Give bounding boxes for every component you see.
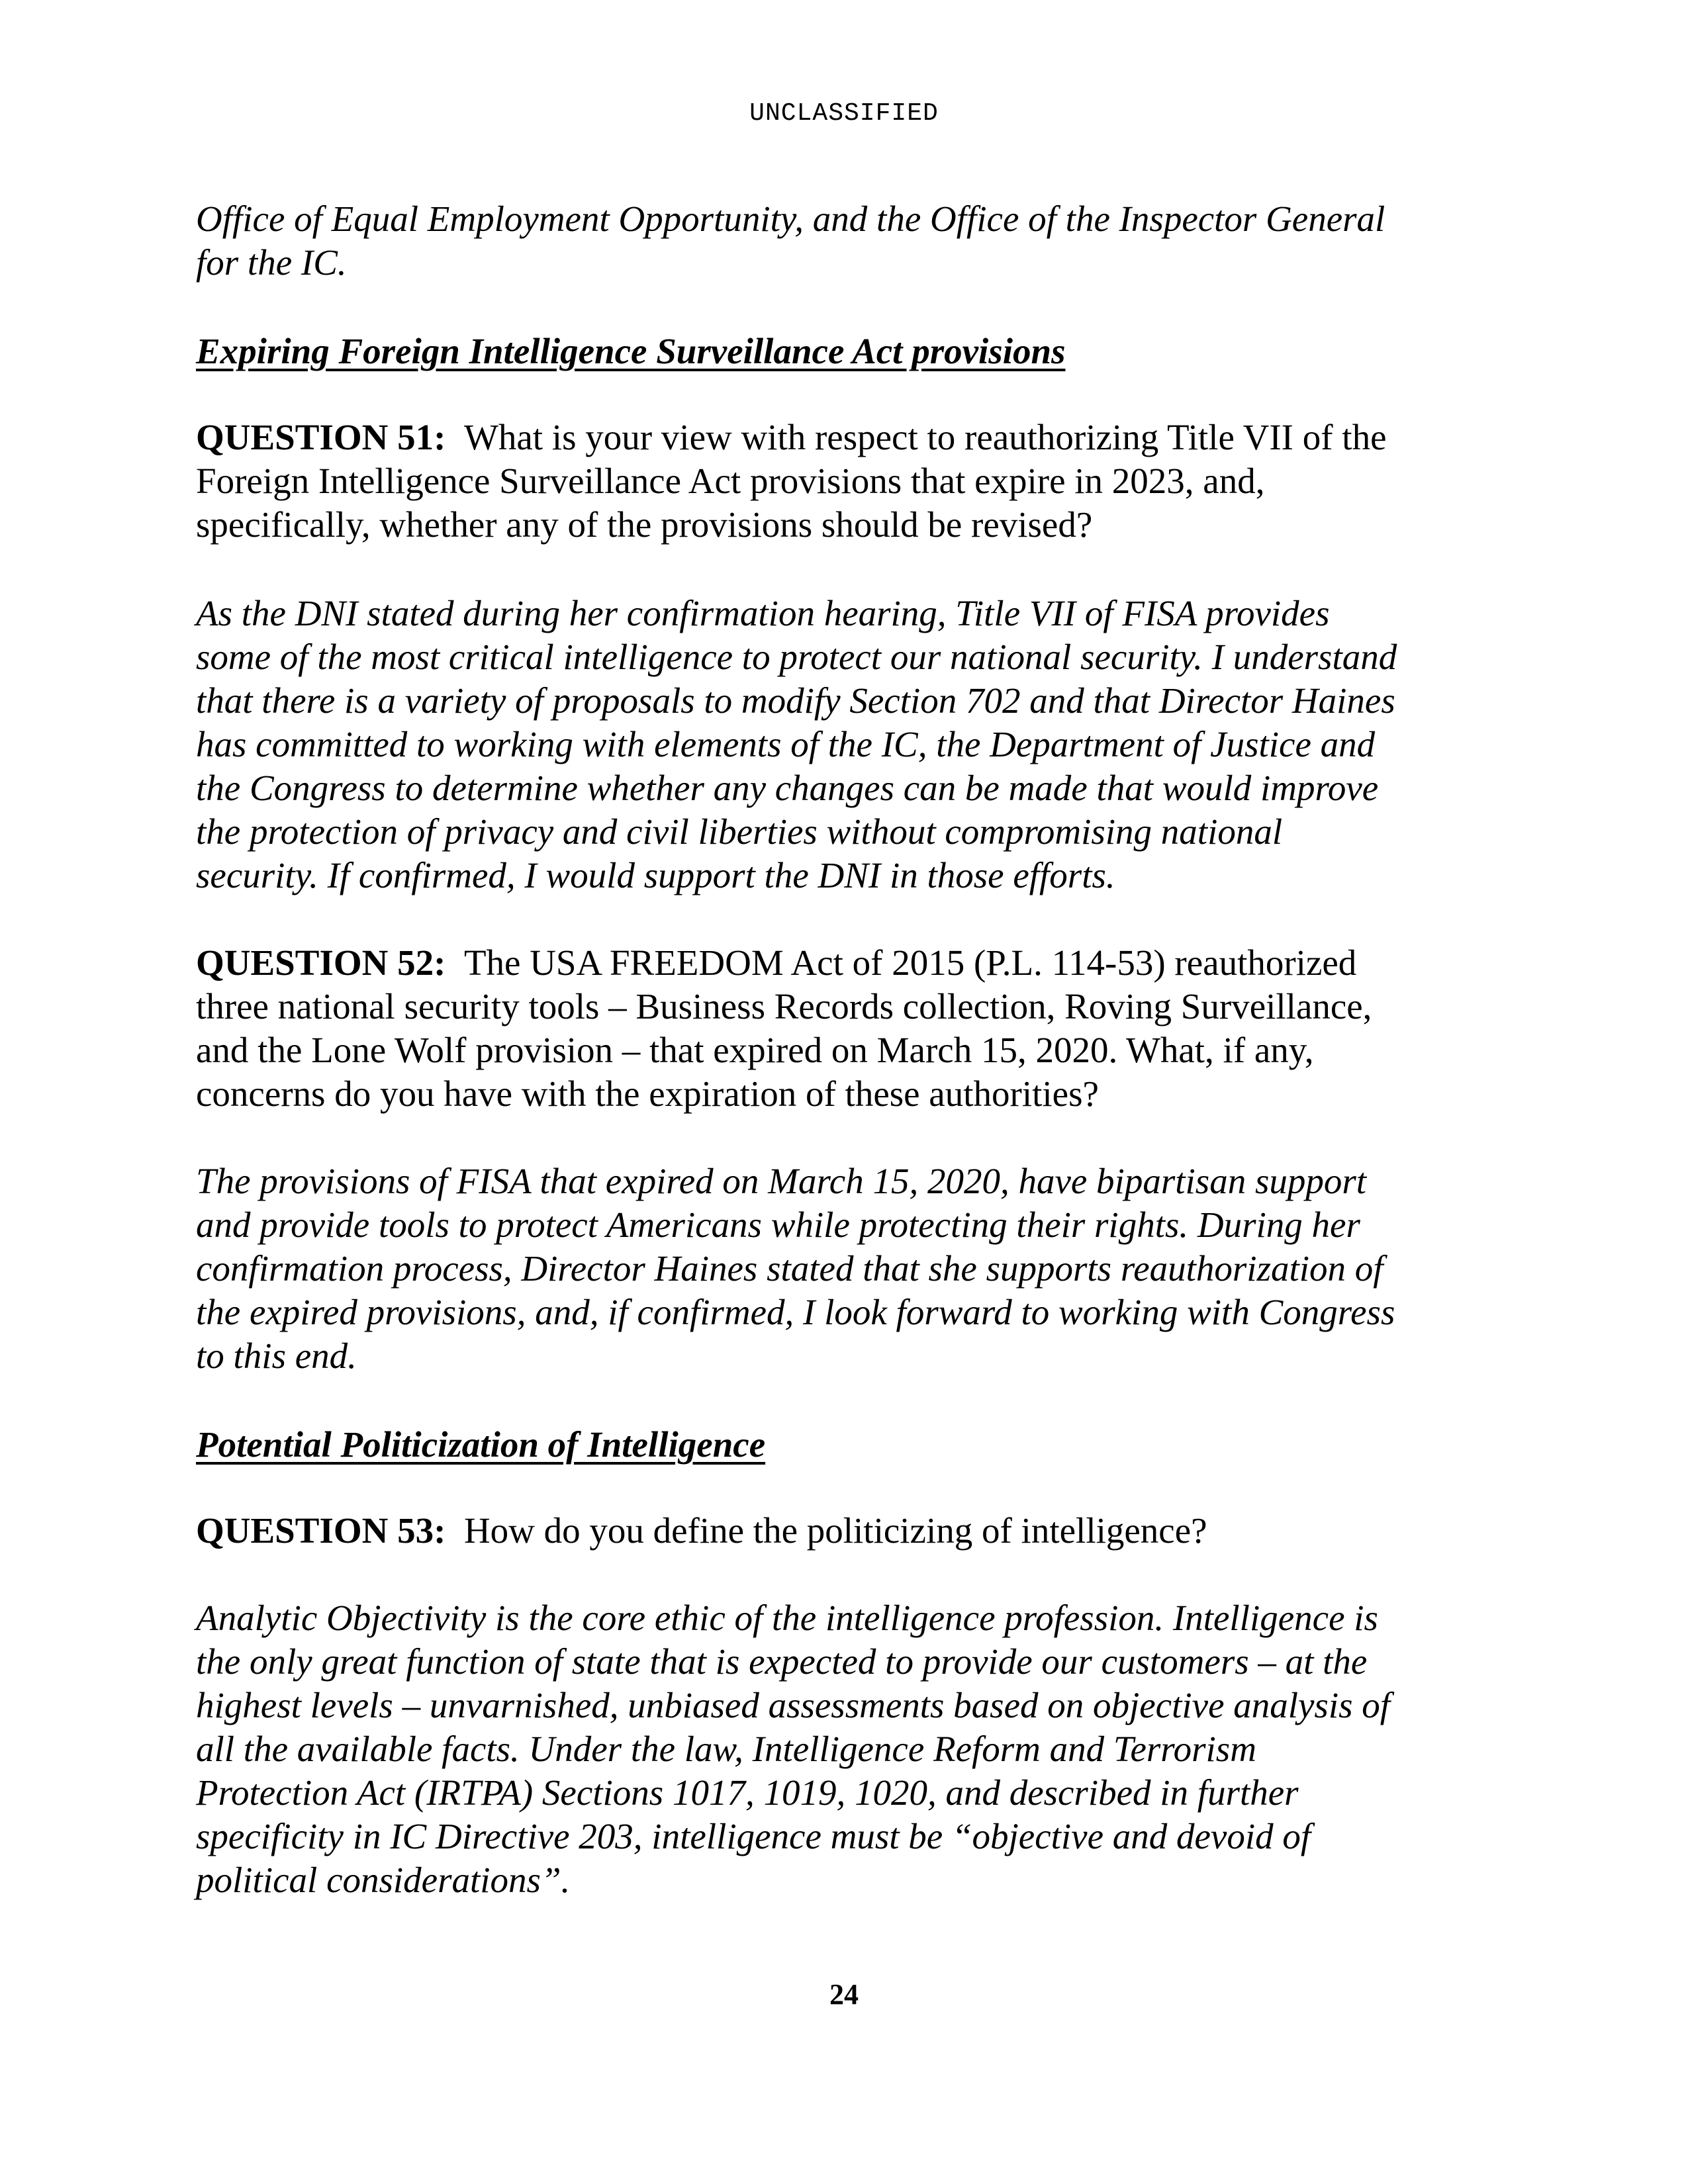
text-line: the protection of privacy and civil liberties without compromising national xyxy=(196,811,1283,852)
text-line: and provide tools to protect Americans while protecting their rights. During her xyxy=(196,1205,1360,1245)
text-line: QUESTION 51: What is your view with respect to reauthorizing Title VII of the xyxy=(196,417,1387,457)
text-line: As the DNI stated during her confirmation hearing, Title VII of FISA provides xyxy=(196,593,1330,633)
text-line: Analytic Objectivity is the core ethic of the intelligence profession. Intelligence is xyxy=(196,1598,1378,1638)
text-line: highest levels – unvarnished, unbiased assessments based on objective analysis of xyxy=(196,1685,1391,1725)
text-line: specifically, whether any of the provisions should be revised? xyxy=(196,504,1093,545)
text-line: has committed to working with elements of the IC, the Department of Justice and xyxy=(196,724,1376,764)
text-line: confirmation process, Director Haines stated that she supports reauthorization of xyxy=(196,1248,1383,1289)
question-label: QUESTION 51: xyxy=(196,417,446,457)
text-line: political considerations”. xyxy=(196,1860,571,1900)
text-line: specificity in IC Directive 203, intelligence must be “objective and devoid of xyxy=(196,1816,1311,1856)
section-heading-politicization: Potential Politicization of Intelligence xyxy=(196,1424,766,1465)
intro-paragraph xyxy=(196,197,1493,285)
text-line: the Congress to determine whether any changes can be made that would improve xyxy=(196,768,1379,808)
text-line: The provisions of FISA that expired on March 15, 2020, have bipartisan support xyxy=(196,1161,1367,1201)
text-line: to this end. xyxy=(196,1336,357,1376)
text-line: security. If confirmed, I would support the DNI in those efforts. xyxy=(196,855,1115,895)
answer-52 xyxy=(196,1160,1493,1378)
question-label: QUESTION 52: xyxy=(196,942,446,983)
text-line: concerns do you have with the expiration of these authorities? xyxy=(196,1073,1099,1114)
classification-marking: UNCLASSIFIED xyxy=(749,99,939,128)
section-heading-fisa: Expiring Foreign Intelligence Surveillance Act provisions xyxy=(196,331,1066,371)
text-line: the only great function of state that is expected to provide our customers – at the xyxy=(196,1641,1368,1682)
text-line: and the Lone Wolf provision – that expired on March 15, 2020. What, if any, xyxy=(196,1030,1314,1070)
text-line: three national security tools – Business Records collection, Roving Surveillance, xyxy=(196,986,1372,1026)
text-line: Foreign Intelligence Surveillance Act provisions that expire in 2023, and, xyxy=(196,461,1265,501)
answer-51 xyxy=(196,592,1493,897)
question-53 xyxy=(196,1509,1493,1553)
text-line: some of the most critical intelligence to protect our national security. I understand xyxy=(196,637,1397,677)
text-line: Office of Equal Employment Opportunity, and the Office of the Inspector General xyxy=(196,199,1385,239)
question-label: QUESTION 53: xyxy=(196,1510,446,1551)
page-number: 24 xyxy=(829,1978,859,2011)
question-51 xyxy=(196,416,1493,547)
text-line: for the IC. xyxy=(196,242,347,283)
text-line: QUESTION 52: The USA FREEDOM Act of 2015 (P.L. 114-53) reauthorized xyxy=(196,942,1357,983)
text-line: QUESTION 53: How do you define the politicizing of intelligence? xyxy=(196,1510,1207,1551)
text-line: Protection Act (IRTPA) Sections 1017, 1019, 1020, and described in further xyxy=(196,1772,1299,1813)
text-line: that there is a variety of proposals to modify Section 702 and that Director Haines xyxy=(196,680,1395,721)
text-line: the expired provisions, and, if confirmed, I look forward to working with Congress xyxy=(196,1292,1395,1332)
question-52 xyxy=(196,941,1493,1116)
text-line: all the available facts. Under the law, Intelligence Reform and Terrorism xyxy=(196,1729,1256,1769)
answer-53 xyxy=(196,1596,1493,1902)
